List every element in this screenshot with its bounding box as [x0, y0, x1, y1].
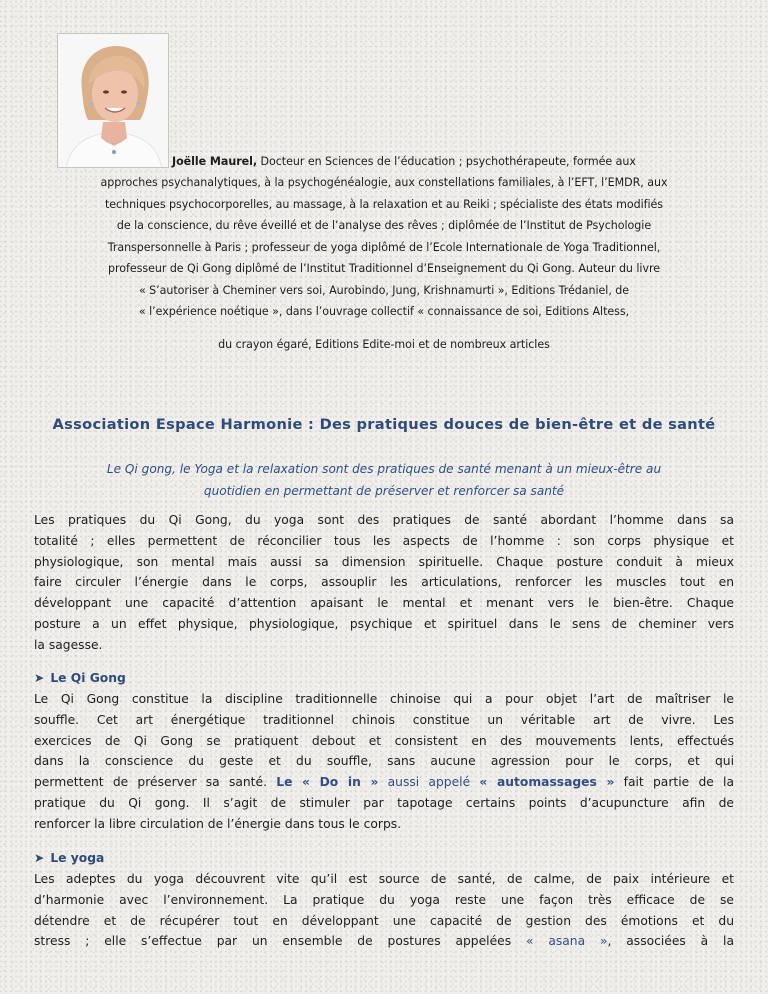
bio-line: Joëlle Maurel, Docteur en Sciences de l’éducation ; psychothérapeute, formée aux [172, 155, 636, 168]
association-title: Association Espace Harmonie : Des pratiques douces de bien-être et de santé [52, 416, 716, 433]
yoga-line-mixed: stress ; elle s’effectue par un ensemble de postures appelées « asana », associées à la [34, 934, 734, 949]
author-portrait [57, 33, 169, 168]
arrow-bullet-icon: ➤ [34, 851, 45, 865]
bio-line: « l’expérience noétique », dans l’ouvrage collectif « connaissance de soi, Editions Altess, [138, 305, 630, 318]
bio-line: de la conscience, du rêve éveillé et de l’analyse des rêves ; diplômée de l’Institut de Psychologie [116, 219, 652, 232]
bio-line-last: du crayon égaré, Editions Edite-moi et de nombreux articles [218, 338, 550, 351]
intro-paragraph: Les pratiques du Qi Gong, du yoga sont des pratiques de santé abordant l’homme dans sa totalité ; elles permettent de réconcilier tous les aspects de l’homme : son corps physique et physiologique, son mental mais aussi sa dimension spirituelle. Chaque posture conduit à mieux faire circuler l’énergie dans le corps, assouplir les articulations, renforcer les muscles tout en développant une capacité d’attention apaisant le mental et menant vers le bien-être. Chaque posture a un effet physique, physiologique, psychique et spirituel dans le sens de cheminer vers la sagesse. [34, 513, 734, 652]
section-heading-yoga: ➤ Le yoga [34, 848, 104, 869]
bio-line: « S’autoriser à Cheminer vers soi, Aurobindo, Jung, Krishnamurti », Editions Trédaniel, de [138, 284, 630, 297]
yoga-paragraph: Les adeptes du yoga découvrent vite qu’il est source de santé, de calme, de paix intérieure et d’harmonie avec l’environnement. La pratique du yoga reste une façon très efficace de se détendre et de récupérer tout en développant une capacité de gestion des émotions et du stress ; elle s’effectue par un ensemble de postures appelées « asana », associées à la [34, 869, 734, 952]
bio-line: professeur de Qi Gong diplômé de l’Institut Traditionnel d’Enseignement du Qi Gong. Auteur du livre [107, 262, 661, 275]
bio-line: techniques psychocorporelles, au massage, à la relaxation et au Reiki ; spécialiste des états modifiés [104, 198, 664, 211]
portrait-image [58, 34, 169, 168]
author-name: Joëlle Maurel, [172, 155, 258, 168]
bio-line: Transpersonnelle à Paris ; professeur de yoga diplômé de l’Ecole Internationale de Yoga Traditionnel, [107, 241, 661, 254]
section-heading-qigong: ➤ Le Qi Gong [34, 668, 126, 689]
arrow-bullet-icon: ➤ [34, 671, 45, 685]
association-subtitle: Le Qi gong, le Yoga et la relaxation sont des pratiques de santé menant à un mieux-être au quotidien en permettant de préserver et renforcer sa santé [106, 462, 662, 498]
bio-line: approches psychanalytiques, à la psychogénéalogie, aux constellations familiales, à l’EFT, l’EMDR, aux [100, 176, 668, 189]
qigong-paragraph: Le Qi Gong constitue la discipline traditionnelle chinoise qui a pour objet l’art de maîtriser le souffle. Cet art énergétique traditionnel chinois constitue un véritable art de vivre. Les exercices de Qi Gong se pratiquent debout et consistent en des mouvements lents, effectués dans la conscience du geste et du souffle, sans aucune agression pour le corps, et qui permettent de préserver sa santé. Le « Do in » aussi appelé « automassages » fait partie de la pratique du Qi gong. Il s’agit de stimuler par tapotage certains points d’acupuncture afin de renforcer la libre circulation de l’énergie dans tous le corps. [34, 692, 735, 831]
qigong-line-mixed: permettent de préserver sa santé. Le « Do in » aussi appelé « automassages » fait partie de la [34, 775, 735, 790]
